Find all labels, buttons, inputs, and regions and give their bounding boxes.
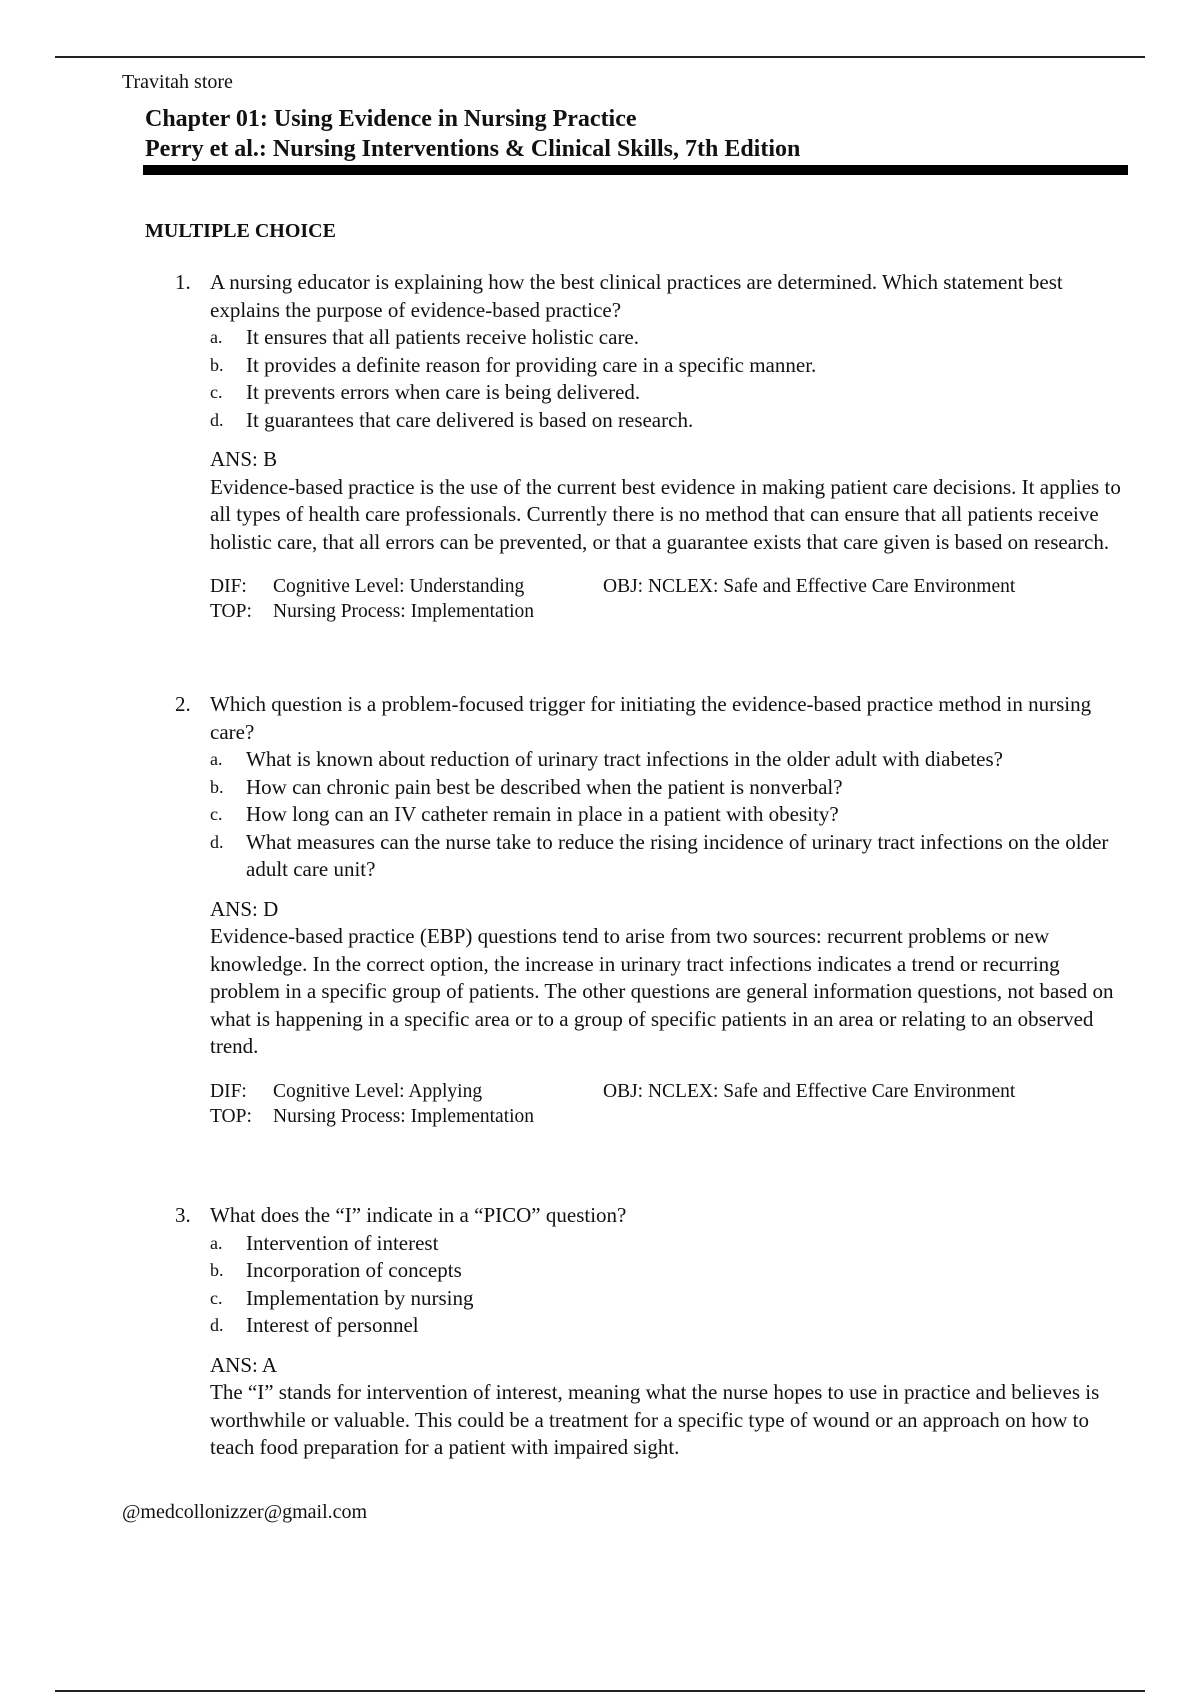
question-number: 3. [175,1203,191,1227]
question-stem [170,269,1130,324]
rationale: The “I” stands for intervention of interest, meaning what the nurse hopes to use in practice and believes is worthwhile or valuable. This could be a treatment for a specific type of wound or an approach on how to teach food preparation for a patient with impaired sight. [210,1380,1100,1459]
option-a: a. Intervention of interest [210,1230,439,1255]
top-rule [55,56,1145,58]
options-list [170,746,1130,884]
top-label: TOP: [210,601,252,622]
option-d: d. Interest of personnel [210,1313,419,1337]
option-b: b. It provides a definite reason for providing care in a specific manner. [210,352,817,377]
question-stem [170,1202,1130,1230]
topic: Nursing Process: Implementation [273,1105,535,1127]
options-list [170,324,1130,434]
answer-block [170,1352,1130,1462]
book-title: Perry et al.: Nursing Interventions & Clinical Skills, 7th Edition [145,136,801,162]
section-heading: MULTIPLE CHOICE [145,220,336,242]
store-name: Travitah store [122,71,233,93]
option-c: c. How long can an IV catheter remain in place in a patient with obesity? [210,802,839,826]
cognitive-level: Cognitive Level: Applying [273,1080,483,1102]
dif-label: DIF: [210,1080,247,1102]
question-3 [170,1202,1130,1462]
options-list [170,1230,1130,1340]
question-meta [170,1079,1130,1129]
footer-email: @medcollonizzer@gmail.com [122,1501,368,1523]
answer-key: ANS: D [210,896,279,921]
answer-block [170,896,1130,1061]
question-text: A nursing educator is explaining how the best clinical practices are determined. Which statement best explains the purpose of evidence-based practice? [210,270,1063,322]
question-number: 2. [175,692,191,716]
bottom-rule [55,1690,1145,1692]
option-c: c. Implementation by nursing [210,1285,474,1310]
option-a: a. What is known about reduction of urinary tract infections in the older adult with diabetes? [210,747,1003,771]
rationale: Evidence-based practice (EBP) questions tend to arise from two sources: recurrent problems or new knowledge. In the correct option, the increase in urinary tract infections indicates a trend or recurring problem in a specific group of patients. The other questions are general information questions, not based on what is happening in a specific area or to a group of specific patients in an area or relating to an observed trend. [210,924,1114,1058]
chapter-title: Chapter 01: Using Evidence in Nursing Practice [145,106,637,132]
option-a: a. It ensures that all patients receive holistic care. [210,325,640,349]
question-1 [170,269,1130,624]
option-c: c. It prevents errors when care is being delivered. [210,380,641,404]
objective: OBJ: NCLEX: Safe and Effective Care Environment [603,576,1016,597]
question-text: Which question is a problem-focused trigger for initiating the evidence-based practice method in nursing care? [210,692,1092,744]
question-2 [170,691,1130,1129]
cognitive-level: Cognitive Level: Understanding [273,576,525,597]
rationale: Evidence-based practice is the use of the current best evidence in making patient care decisions. It applies to all types of health care professionals. Currently there is no method that can ensure that all patients receive holistic care, that all errors can be prevented, or that a guarantee exists that care given is based on research. [210,474,1121,554]
question-stem [170,691,1130,746]
option-d: d. It guarantees that care delivered is based on research. [210,407,694,432]
question-meta [170,574,1130,624]
question-text: What does the “I” indicate in a “PICO” question? [210,1203,627,1227]
question-number: 1. [175,270,191,294]
title-block [145,104,800,164]
option-d: d. What measures can the nurse take to reduce the rising incidence of urinary tract infections on the older adult care unit? [210,829,1109,881]
option-b: b. How can chronic pain best be described when the patient is nonverbal? [210,774,843,799]
option-b: b. Incorporation of concepts [210,1258,462,1282]
top-label: TOP: [210,1105,252,1127]
answer-block [170,446,1130,556]
title-underline-bar [143,165,1128,175]
topic: Nursing Process: Implementation [273,601,535,622]
answer-key: ANS: B [210,447,278,471]
dif-label: DIF: [210,576,247,597]
objective: OBJ: NCLEX: Safe and Effective Care Environment [603,1080,1016,1102]
answer-key: ANS: A [210,1352,278,1377]
